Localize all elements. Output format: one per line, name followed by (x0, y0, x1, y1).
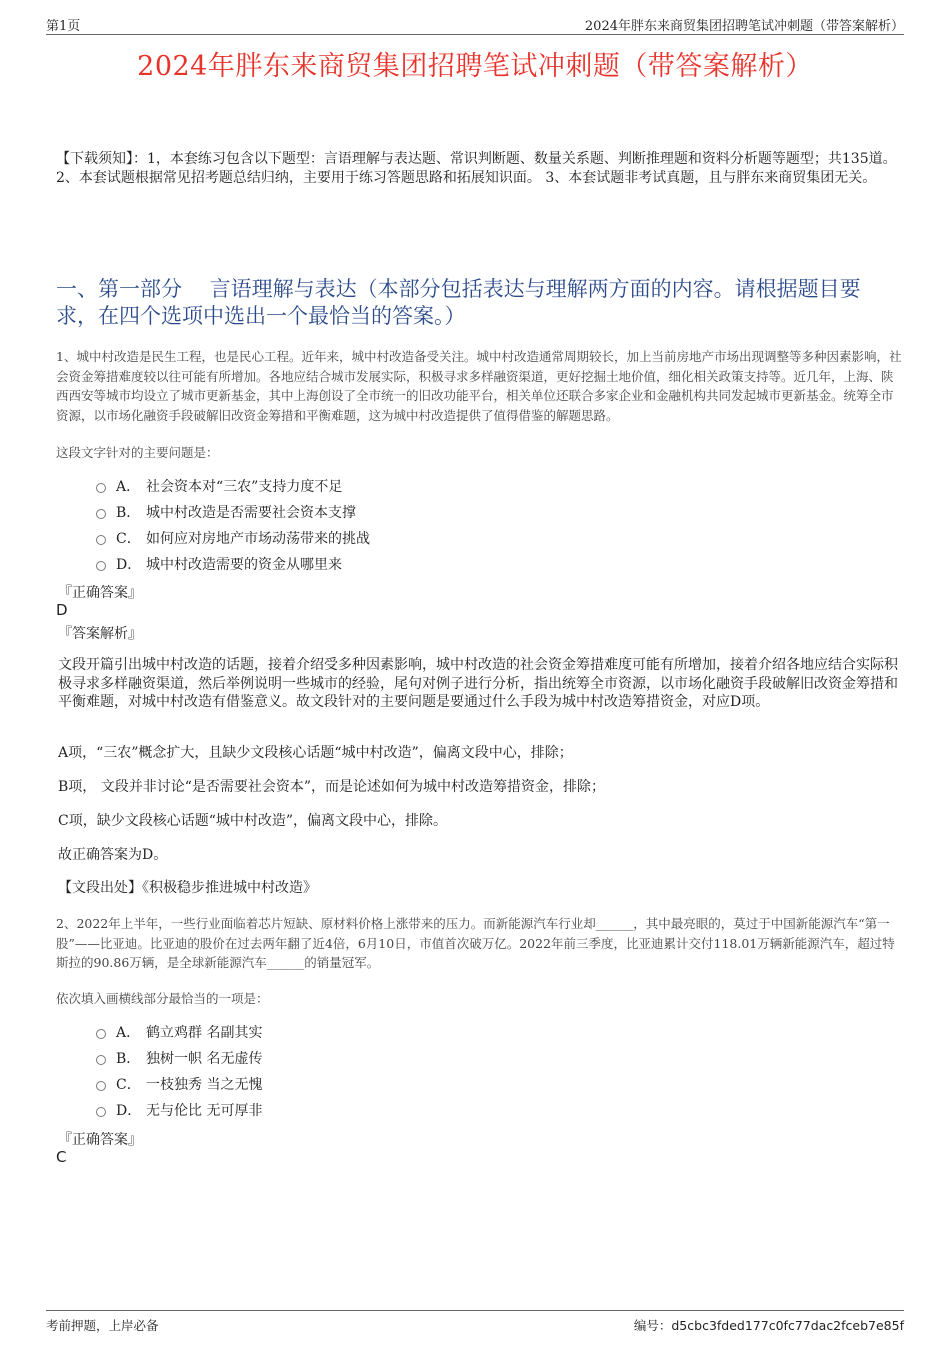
radio-icon[interactable] (96, 509, 106, 519)
option-letter: A． (116, 1025, 141, 1041)
page-footer (46, 1310, 904, 1333)
radio-icon[interactable] (96, 1081, 106, 1091)
option-text: 城中村改造是否需要社会资本支撑 (146, 505, 356, 521)
option-letter: C． (116, 1077, 141, 1093)
option-letter: B． (116, 505, 141, 521)
option-text: 独树一帜 名无虚传 (146, 1051, 263, 1067)
question-2-option-d[interactable] (96, 1100, 262, 1120)
question-2-answer-label: 『正确答案』 (58, 1132, 142, 1148)
option-text: 一枝独秀 当之无愧 (146, 1077, 263, 1093)
radio-icon[interactable] (96, 561, 106, 571)
option-letter: D． (116, 1103, 142, 1119)
header-doc-title: 2024年胖东来商贸集团招聘笔试冲刺题（带答案解析） (584, 19, 904, 34)
footer-code-value: d5cbc3fded177c0fc77dac2fceb7e85f (671, 1318, 904, 1333)
question-1-option-d[interactable] (96, 554, 342, 574)
question-1-option-a[interactable] (96, 476, 342, 496)
question-2-stem: 2、2022年上半年，一些行业面临着芯片短缺、原材料价格上涨带来的压力。而新能源汽车行业却______，其中最亮眼的，莫过于中国新能源汽车“第一股”——比亚迪。比亚迪的股价在过去两年翻了近4倍，6月10日，市值首次破万亿。2022年前三季度，比亚迪累计交付118.01万辆新能源汽车，超过特斯拉的90.86万辆，是全球新能源汽车______的销量冠军。 (56, 916, 895, 970)
question-1-answer: D (56, 601, 68, 619)
option-letter: B． (116, 1051, 141, 1067)
question-1-analysis-conclusion: 故正确答案为D。 (58, 847, 168, 863)
question-1-analysis-c: C项，缺少文段核心话题“城中村改造”，偏离文段中心，排除。 (58, 813, 448, 829)
radio-icon[interactable] (96, 1107, 106, 1117)
page-number: 第1页 (46, 19, 81, 34)
question-1-analysis-b: B项， 文段并非讨论“是否需要社会资本”，而是论述如何为城中村改造筹措资金，排除； (58, 779, 606, 795)
footer-code (634, 1316, 904, 1334)
option-text: 鹤立鸡群 名副其实 (146, 1025, 263, 1041)
question-1-prompt: 这段文字针对的主要问题是： (56, 445, 219, 460)
question-1-analysis-main: 文段开篇引出城中村改造的话题，接着介绍受多种因素影响，城中村改造的社会资金筹措难度可能有所增加，接着介绍各地应结合实际积极寻求多样融资渠道，然后举例说明一些城市的经验，尾句对例子进行分析，指出统筹全市资源，以市场化融资手段破解旧改资金筹措和平衡难题，对城中村改造有借鉴意义。故文段针对的主要问题是要通过什么手段为城中村改造筹措资金，对应D项。 (58, 657, 898, 710)
radio-icon[interactable] (96, 1055, 106, 1065)
question-1-stem: 1、城中村改造是民生工程，也是民心工程。近年来，城中村改造备受关注。城中村改造通常周期较长，加上当前房地产市场出现调整等多种因素影响，社会资金筹措难度较以往可能有所增加。各地应结合城市发展实际，积极寻求多样融资渠道，更好挖掘土地价值，细化相关政策支持等。近几年，上海、陕西西安等城市均设立了城市更新基金，其中上海创设了全市统一的旧改功能平台，相关单位还联合多家企业和金融机构共同发起城市更新基金。统筹全市资源，以市场化融资手段破解旧改资金筹措和平衡难题，这为城中村改造提供了值得借鉴的解题思路。 (56, 349, 902, 423)
question-1-option-c[interactable] (96, 528, 370, 548)
radio-icon[interactable] (96, 535, 106, 545)
option-text: 如何应对房地产市场动荡带来的挑战 (146, 531, 370, 547)
option-text: 城中村改造需要的资金从哪里来 (146, 557, 342, 573)
page-header (46, 14, 904, 35)
question-1-answer-label: 『正确答案』 (58, 585, 142, 601)
question-1-analysis-a: A项，“三农”概念扩大，且缺少文段核心话题“城中村改造”，偏离文段中心，排除； (58, 745, 573, 761)
document-title: 2024年胖东来商贸集团招聘笔试冲刺题（带答案解析） (137, 51, 813, 82)
footer-code-label: 编号： (633, 1318, 672, 1333)
option-letter: A． (116, 479, 141, 495)
question-1-analysis-label: 『答案解析』 (58, 626, 142, 642)
radio-icon[interactable] (96, 483, 106, 493)
footer-slogan: 考前押题，上岸必备 (46, 1318, 159, 1333)
question-2-option-b[interactable] (96, 1048, 262, 1068)
download-notice: 【下载须知】：1，本套练习包含以下题型：言语理解与表达题、常识判断题、数量关系题、判断推理题和资料分析题等题型；共135道。 2、本套试题根据常见招考题总结归纳，主要用于练习答题思路和拓展知识面。 3、本套试题非考试真题，且与胖东来商贸集团无关。 (56, 151, 897, 186)
question-2-answer: C (56, 1148, 67, 1166)
option-text: 无与伦比 无可厚非 (146, 1103, 263, 1119)
question-2-option-a[interactable] (96, 1022, 262, 1042)
option-text: 社会资本对“三农”支持力度不足 (146, 479, 343, 495)
question-2-option-c[interactable] (96, 1074, 262, 1094)
option-letter: C． (116, 531, 141, 547)
option-letter: D． (116, 557, 142, 573)
question-1-source: 【文段出处】《积极稳步推进城中村改造》 (58, 880, 317, 896)
question-2-prompt: 依次填入画横线部分最恰当的一项是： (56, 991, 269, 1006)
radio-icon[interactable] (96, 1029, 106, 1039)
question-1-option-b[interactable] (96, 502, 356, 522)
section-heading: 一、第一部分 言语理解与表达（本部分包括表达与理解两方面的内容。请根据题目要求，在四个选项中选出一个最恰当的答案。） (56, 277, 861, 328)
